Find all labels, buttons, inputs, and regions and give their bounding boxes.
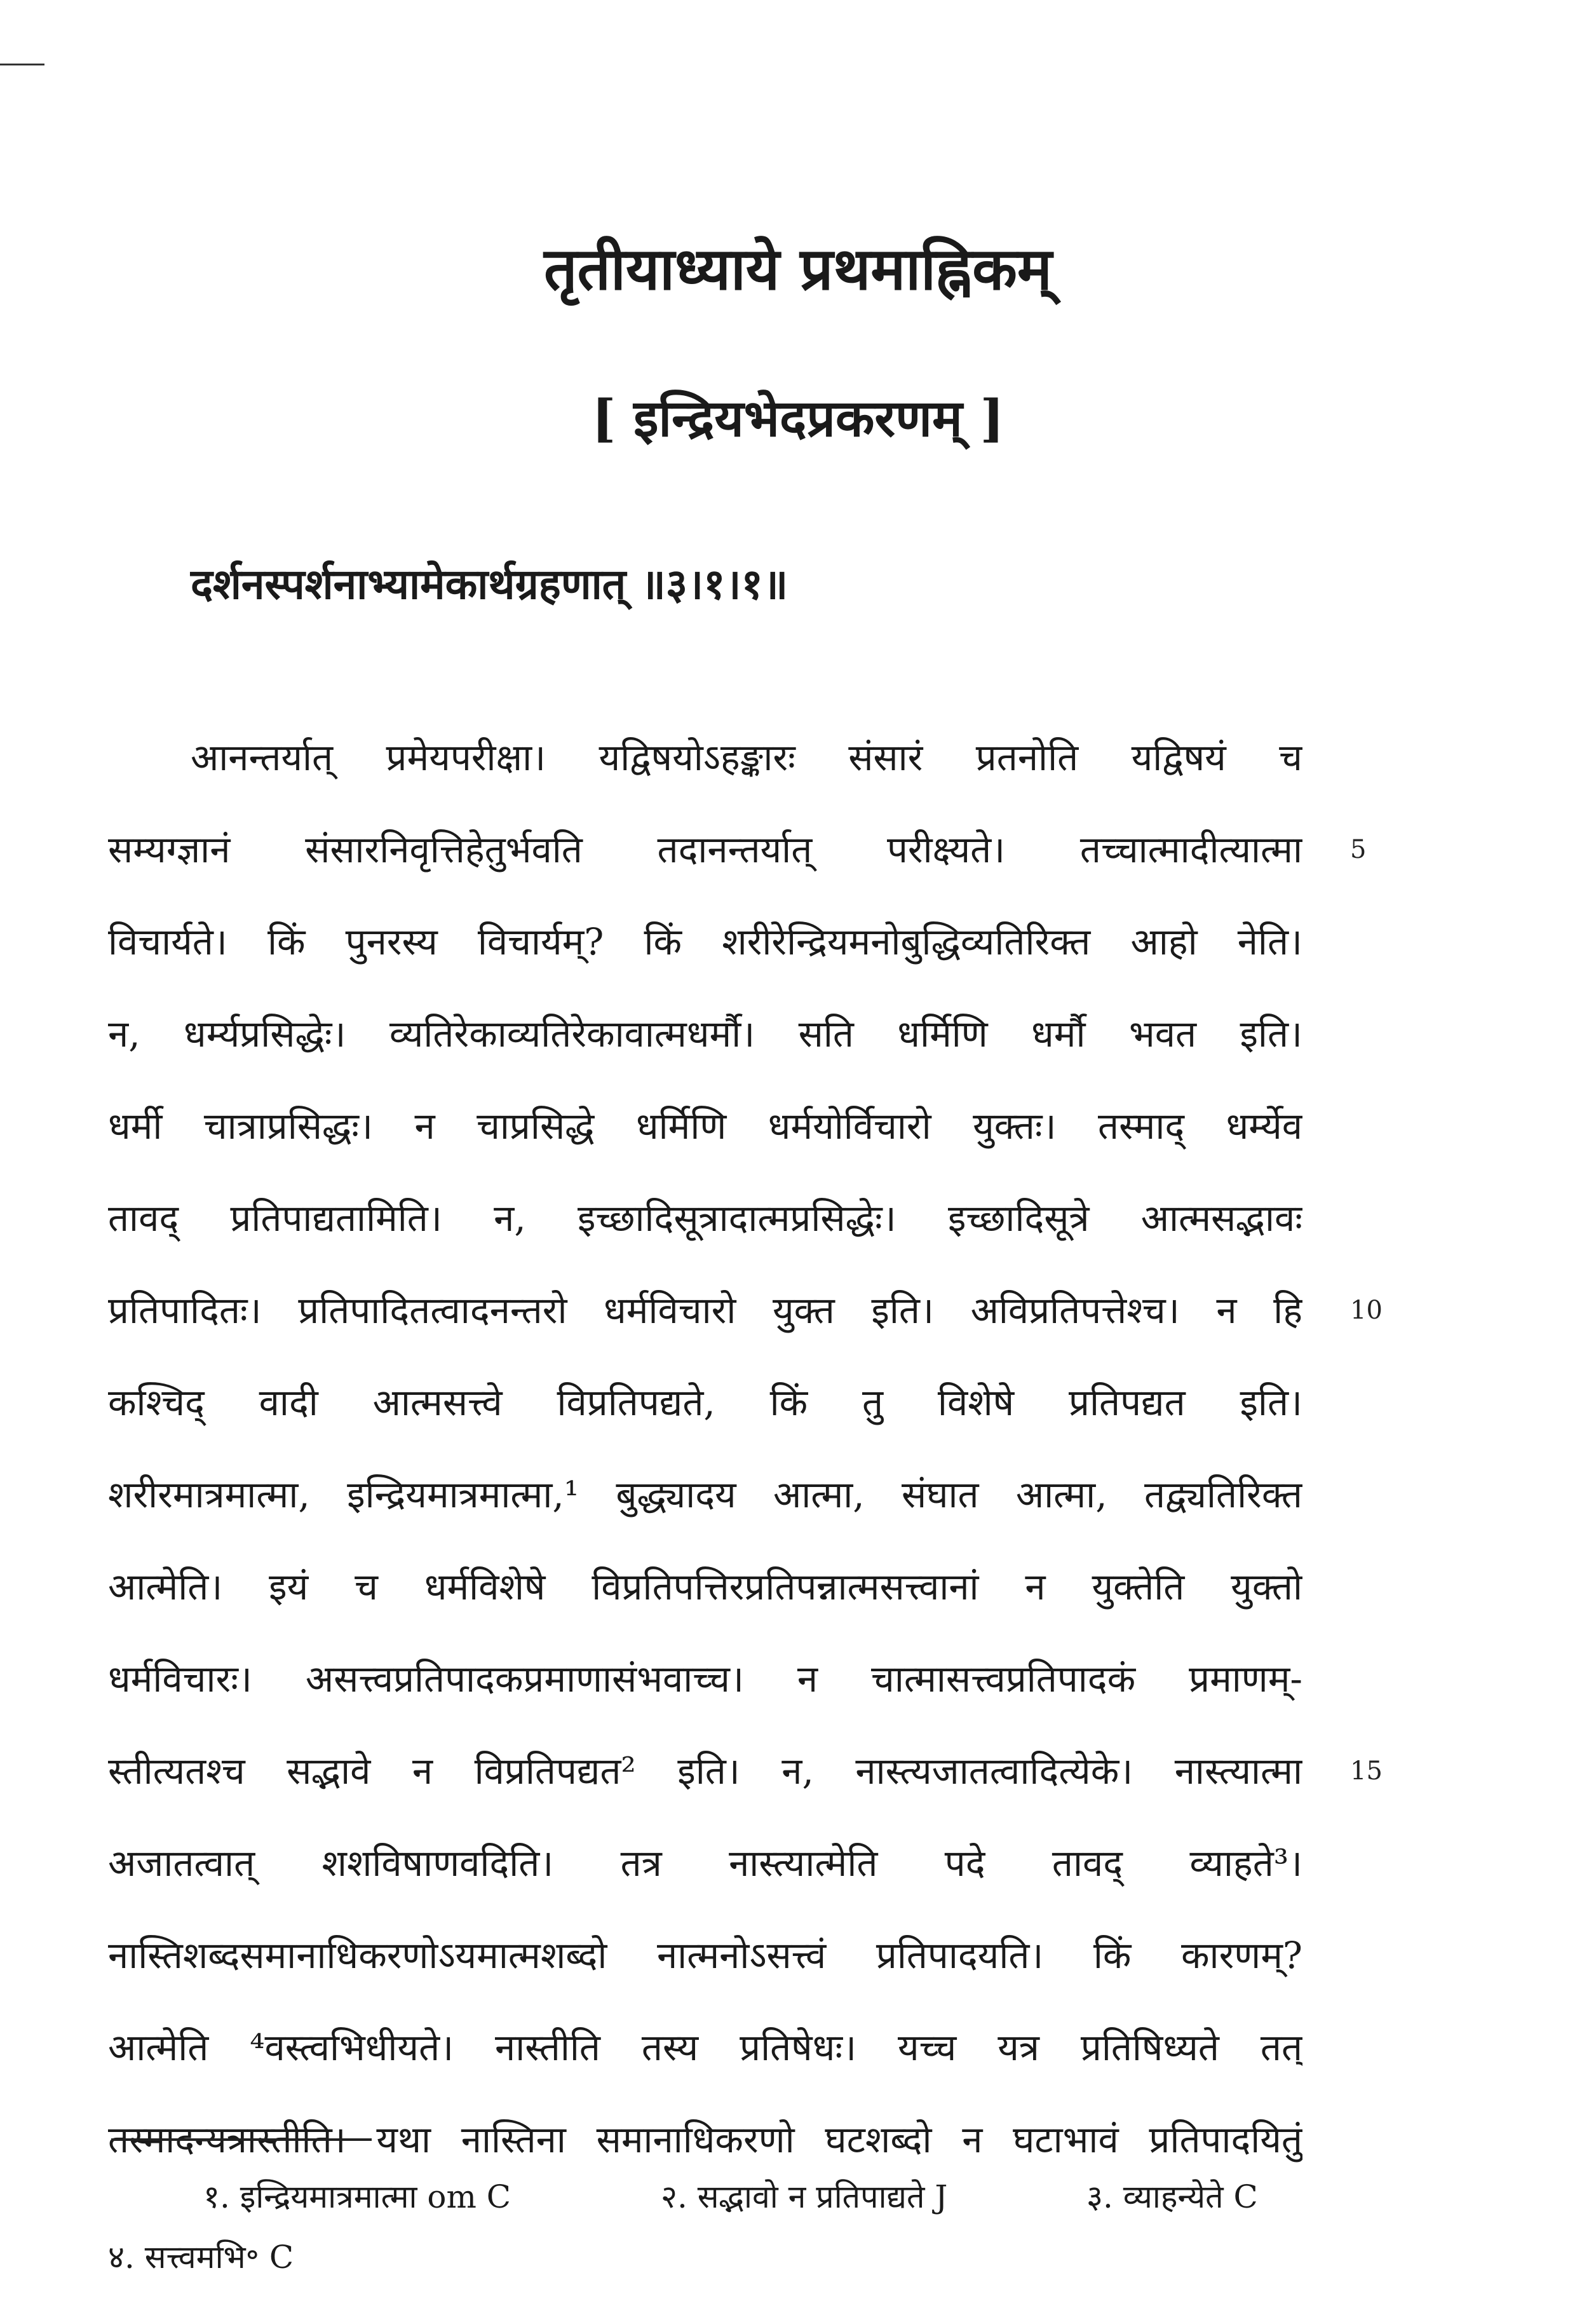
margin-tick-mark [0,64,44,65]
line-number-5: 5 [1350,835,1367,864]
commentary-body [108,712,1302,2186]
section-title: [ इन्द्रियभेदप्रकरणम् ] [592,388,1004,448]
commentary-line: आत्मेति ⁴वस्त्वभिधीयते। नास्तीति तस्य प्रतिषेधः। यच्च यत्र प्रतिषिध्यते तत् [108,2026,1302,2069]
footnote-2: २. सद्भावो न प्रतिपाद्यते J [661,2178,948,2215]
sutra-verse: दर्शनस्पर्शनाभ्यामेकार्थग्रहणात् ॥३।१।१॥ [191,559,788,609]
footnote-separator [111,2138,372,2141]
commentary-line: अजातत्वात् शशविषाणवदिति। तत्र नास्त्यात्मेति पदे तावद् व्याहते³। [108,1842,1302,1885]
footnote-1: १. इन्द्रियमात्रमात्मा om C [203,2178,511,2215]
commentary-line: आनन्तर्यात् प्रमेयपरीक्षा। यद्विषयोऽहङ्कारः संसारं प्रतनोति यद्विषयं च [191,736,1302,779]
chapter-title: तृतीयाध्याये प्रथमाह्निकम् [544,234,1052,303]
footnote-row [108,2227,1315,2288]
line-number-10: 10 [1350,1296,1383,1325]
commentary-line: शरीरमात्रमात्मा, इन्द्रियमात्रमात्मा,¹ बुद्ध्यादय आत्मा, संघात आत्मा, तद्व्यतिरिक्त [108,1473,1302,1516]
commentary-line: नास्तिशब्दसमानाधिकरणोऽयमात्मशब्दो नात्मनोऽसत्त्वं प्रतिपादयति। किं कारणम्? [108,1934,1302,1977]
footnote-4: ४. सत्त्वमभि॰ C [108,2239,294,2276]
commentary-line: न, धर्म्यप्रसिद्धेः। व्यतिरेकाव्यतिरेकावात्मधर्मौ। सति धर्मिणि धर्मौ भवत इति। [108,1012,1302,1056]
commentary-line: सम्यग्ज्ञानं संसारनिवृत्तिहेतुर्भवति तदानन्तर्यात् परीक्ष्यते। तच्चात्मादीत्यात्मा [108,828,1302,871]
commentary-line: कश्चिद् वादी आत्मसत्त्वे विप्रतिपद्यते, किं तु विशेषे प्रतिपद्यत इति। [108,1381,1302,1424]
commentary-line: आत्मेति। इयं च धर्मविशेषे विप्रतिपत्तिरप्रतिपन्नात्मसत्त्वानां न युक्तेति युक्तो [108,1565,1302,1608]
commentary-line: धर्मी चात्राप्रसिद्धः। न चाप्रसिद्धे धर्मिणि धर्मयोर्विचारो युक्तः। तस्माद् धर्म्येव [108,1104,1302,1148]
commentary-line: विचार्यते। किं पुनरस्य विचार्यम्? किं शरीरेन्द्रियमनोबुद्धिव्यतिरिक्त आहो नेति। [108,920,1302,963]
commentary-line: प्रतिपादितः। प्रतिपादितत्वादनन्तरो धर्मविचारो युक्त इति। अविप्रतिपत्तेश्च। न हि [108,1289,1302,1332]
footnote-row [108,2167,1315,2227]
commentary-line: तस्मादन्यत्रास्तीति। यथा नास्तिना समानाधिकरणो घटशब्दो न घटाभावं प्रतिपादयितुं [108,2118,1302,2161]
commentary-line: धर्मविचारः। असत्त्वप्रतिपादकप्रमाणासंभवाच्च। न चात्मासत्त्वप्रतिपादकं प्रमाणम्- [108,1657,1302,1701]
commentary-line: तावद् प्रतिपाद्यतामिति। न, इच्छादिसूत्रादात्मप्रसिद्धेः। इच्छादिसूत्रे आत्मसद्भावः [108,1197,1302,1240]
footnote-3: ३. व्याहन्येते C [1086,2178,1258,2215]
commentary-line: स्तीत्यतश्च सद्भावे न विप्रतिपद्यत² इति। न, नास्त्यजातत्वादित्येके। नास्त्यात्मा [108,1749,1302,1793]
footnotes [108,2167,1315,2288]
line-number-15: 15 [1350,1756,1383,1786]
